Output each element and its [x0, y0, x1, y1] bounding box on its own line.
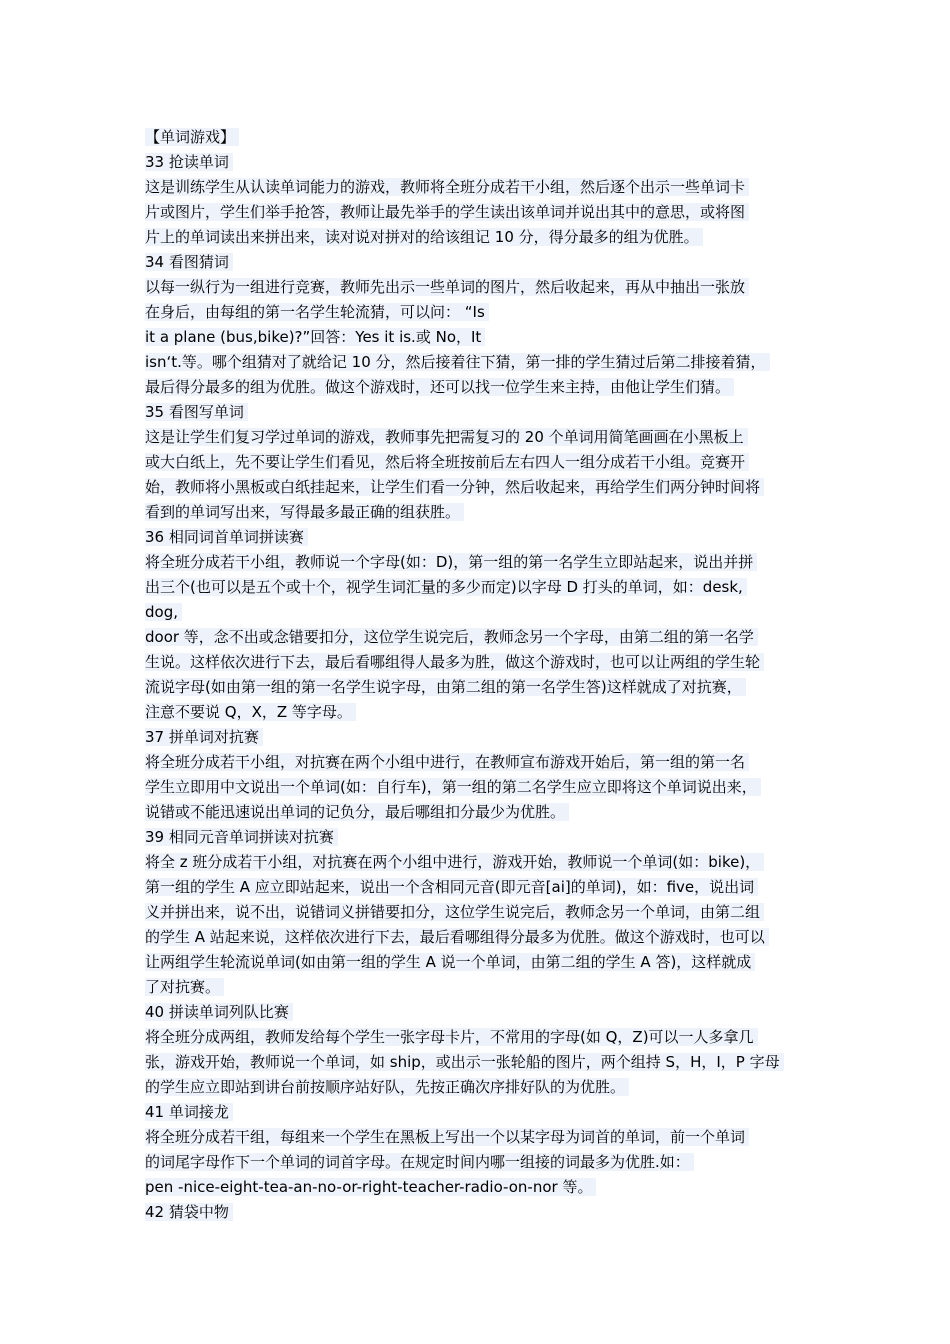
paragraph-line	[145, 375, 810, 400]
line-text: 始，教师将小黑板或白纸挂起来，让学生们看一分钟，然后收起来，再给学生们两分钟时间将	[145, 478, 764, 496]
paragraph-line	[145, 575, 810, 600]
paragraph-line	[145, 850, 810, 875]
paragraph-line	[145, 325, 810, 350]
line-text: pen -nice-eight-tea-an-no-or-right-teacher-radio-on-nor 等。	[145, 1178, 596, 1196]
paragraph-line	[145, 975, 810, 1000]
paragraph-line	[145, 500, 810, 525]
line-text: 生说。这样依次进行下去，最后看哪组得人最多为胜，做这个游戏时，也可以让两组的学生轮	[145, 653, 764, 671]
paragraph-line	[145, 675, 810, 700]
line-text: 让两组学生轮流说单词(如由第一组的学生 A 说一个单词，由第二组的学生 A 答)，这样就成	[145, 953, 755, 971]
section-heading	[145, 1200, 810, 1225]
line-text: 最后得分最多的组为优胜。做这个游戏时，还可以找一位学生来主持，由他让学生们猜。	[145, 378, 734, 396]
line-text: 说错或不能迅速说出单词的记负分，最后哪组扣分最少为优胜。	[145, 803, 569, 821]
paragraph-line	[145, 750, 810, 775]
line-text: 的词尾字母作下一个单词的词首字母。在规定时间内哪一组接的词最多为优胜.如：	[145, 1153, 694, 1171]
line-text: door 等，念不出或念错要扣分，这位学生说完后，教师念另一个字母，由第二组的第一名学	[145, 628, 758, 646]
section-heading	[145, 150, 810, 175]
section-heading	[145, 400, 810, 425]
paragraph-line	[145, 875, 810, 900]
line-text: 34 看图猜词	[145, 253, 233, 271]
paragraph-line	[145, 450, 810, 475]
line-text: 【单词游戏】	[145, 128, 239, 146]
paragraph-line	[145, 950, 810, 975]
line-text: 张，游戏开始，教师说一个单词，如 ship，或出示一张轮船的图片，两个组持 S，H，I，P 字母	[145, 1053, 784, 1071]
line-text: 了对抗赛。	[145, 978, 224, 996]
line-text: 40 拼读单词列队比赛	[145, 1003, 293, 1021]
paragraph-line	[145, 700, 810, 725]
paragraph-line	[145, 800, 810, 825]
line-text: 的学生 A 站起来说，这样依次进行下去，最后看哪组得分最多为优胜。做这个游戏时，也可以	[145, 928, 769, 946]
paragraph-line	[145, 200, 810, 225]
line-text: 注意不要说 Q，X，Z 等字母。	[145, 703, 356, 721]
paragraph-line	[145, 350, 810, 375]
line-text: 或大白纸上，先不要让学生们看见，然后将全班按前后左右四人一组分成若干小组。竞赛开	[145, 453, 749, 471]
section-heading	[145, 1100, 810, 1125]
document-page	[145, 125, 810, 1225]
paragraph-line	[145, 600, 810, 625]
paragraph-line	[145, 1050, 810, 1075]
paragraph-line	[145, 425, 810, 450]
line-text: isn‘t.等。哪个组猜对了就给记 10 分，然后接着往下猜，第一排的学生猜过后第二排接着猜，	[145, 353, 770, 371]
line-text: 41 单词接龙	[145, 1103, 233, 1121]
paragraph-line	[145, 1175, 810, 1200]
line-text: 35 看图写单词	[145, 403, 248, 421]
line-text: 片上的单词读出来拼出来，读对说对拼对的给该组记 10 分，得分最多的组为优胜。	[145, 228, 703, 246]
paragraph-line	[145, 550, 810, 575]
paragraph-line	[145, 925, 810, 950]
section-heading	[145, 725, 810, 750]
paragraph-line	[145, 225, 810, 250]
section-heading	[145, 250, 810, 275]
line-text: 出三个(也可以是五个或十个，视学生词汇量的多少而定)以字母 D 打头的单词，如：desk,	[145, 578, 747, 596]
line-text: 36 相同词首单词拼读赛	[145, 528, 308, 546]
line-text: 在身后，由每组的第一名学生轮流猜，可以问： “Is	[145, 303, 489, 321]
paragraph-line	[145, 275, 810, 300]
line-text: 这是训练学生从认读单词能力的游戏，教师将全班分成若干小组，然后逐个出示一些单词卡	[145, 178, 749, 196]
paragraph-line	[145, 650, 810, 675]
line-text: 看到的单词写出来，写得最多最正确的组获胜。	[145, 503, 464, 521]
line-text: 将全班分成两组，教师发给每个学生一张字母卡片，不常用的字母(如 Q，Z)可以一人多拿几	[145, 1028, 758, 1046]
paragraph-line	[145, 475, 810, 500]
line-text: 义并拼出来，说不出，说错词义拼错要扣分，这位学生说完后，教师念另一个单词，由第二组	[145, 903, 764, 921]
paragraph-line	[145, 175, 810, 200]
line-text: 将全班分成若干小组，教师说一个字母(如：D)，第一组的第一名学生立即站起来，说出并拼	[145, 553, 757, 571]
line-text: dog,	[145, 603, 182, 621]
line-text: 将全班分成若干小组，对抗赛在两个小组中进行，在教师宣布游戏开始后，第一组的第一名	[145, 753, 749, 771]
line-text: 37 拼单词对抗赛	[145, 728, 263, 746]
paragraph-line	[145, 300, 810, 325]
section-heading	[145, 1000, 810, 1025]
section-heading	[145, 825, 810, 850]
line-text: 片或图片，学生们举手抢答，教师让最先举手的学生读出该单词并说出其中的意思，或将图	[145, 203, 749, 221]
line-text: 33 抢读单词	[145, 153, 233, 171]
line-text: 将全 z 班分成若干小组，对抗赛在两个小组中进行，游戏开始，教师说一个单词(如：bike)，	[145, 853, 764, 871]
paragraph-line	[145, 775, 810, 800]
line-text: 42 猜袋中物	[145, 1203, 233, 1221]
line-text: 将全班分成若干组，每组来一个学生在黑板上写出一个以某字母为词首的单词，前一个单词	[145, 1128, 749, 1146]
line-text: 第一组的学生 A 应立即站起来，说出一个含相同元音(即元音[ai]的单词)，如：five，说出词	[145, 878, 758, 896]
line-text: 这是让学生们复习学过单词的游戏，教师事先把需复习的 20 个单词用简笔画画在小黑板上	[145, 428, 748, 446]
section-heading	[145, 125, 810, 150]
line-text: it a plane (bus,bike)?”回答：Yes it is.或 No，It	[145, 328, 485, 346]
paragraph-line	[145, 1075, 810, 1100]
line-text: 学生立即用中文说出一个单词(如：自行车)，第一组的第二名学生应立即将这个单词说出来，	[145, 778, 761, 796]
paragraph-line	[145, 1150, 810, 1175]
line-text: 以每一纵行为一组进行竞赛，教师先出示一些单词的图片，然后收起来，再从中抽出一张放	[145, 278, 749, 296]
paragraph-line	[145, 625, 810, 650]
line-text: 的学生应立即站到讲台前按顺序站好队，先按正确次序排好队的为优胜。	[145, 1078, 629, 1096]
section-heading	[145, 525, 810, 550]
line-text: 流说字母(如由第一组的第一名学生说字母，由第二组的第一名学生答)这样就成了对抗赛，	[145, 678, 746, 696]
paragraph-line	[145, 1025, 810, 1050]
line-text: 39 相同元音单词拼读对抗赛	[145, 828, 338, 846]
paragraph-line	[145, 900, 810, 925]
paragraph-line	[145, 1125, 810, 1150]
